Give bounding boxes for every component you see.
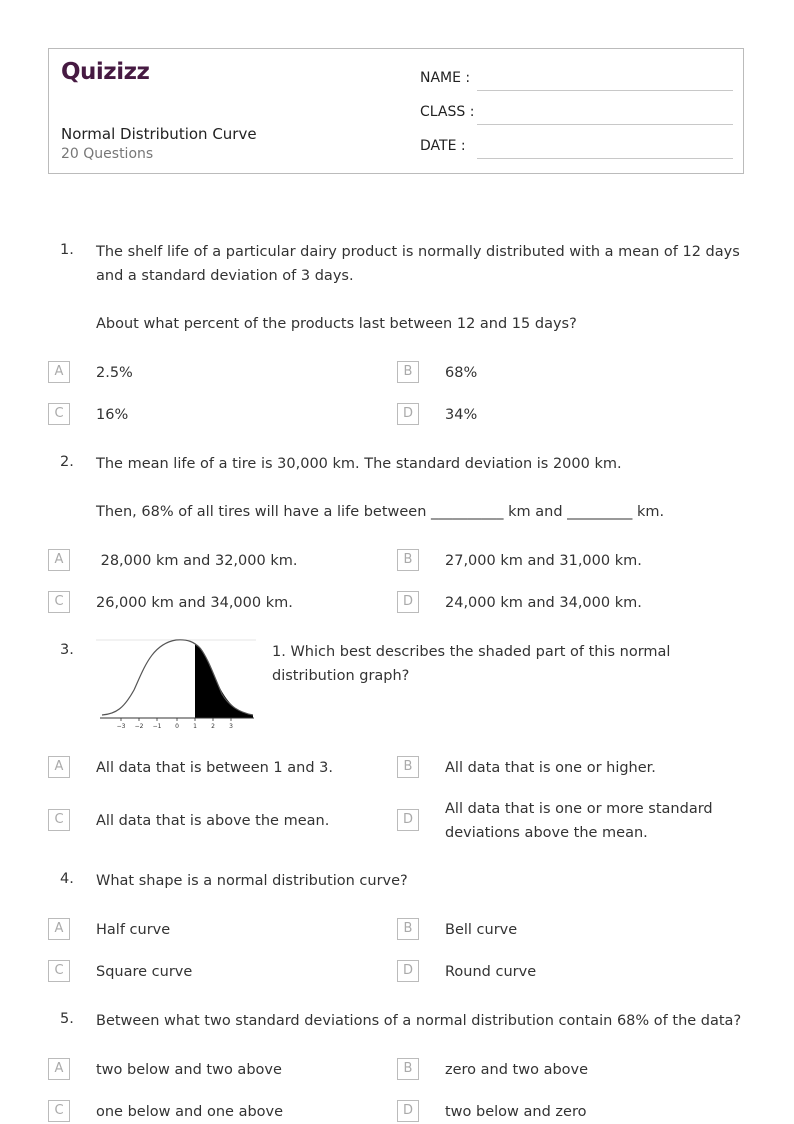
question-number: 2.: [60, 454, 74, 470]
class-label: CLASS :: [420, 104, 475, 120]
question-subtext: About what percent of the products last between 12 and 15 days?: [96, 316, 577, 332]
option-b-box[interactable]: B: [397, 1058, 419, 1080]
question-subtext: Then, 68% of all tires will have a life between __________ km and _________ km.: [96, 504, 665, 520]
option-c-text: Square curve: [96, 964, 193, 980]
option-c-text: 16%: [96, 407, 129, 423]
tick-label-neg1: −1: [152, 723, 162, 730]
option-b-text: 68%: [445, 365, 478, 381]
question-number: 4.: [60, 871, 74, 887]
option-a-text: All data that is between 1 and 3.: [96, 760, 333, 776]
name-label: NAME :: [420, 70, 471, 86]
name-line: [477, 90, 733, 91]
question-text: Between what two standard deviations of a normal distribution contain 68% of the data?: [96, 1013, 742, 1029]
option-d-text: All data that is one or more standard deviations above the mean.: [445, 801, 713, 841]
option-d-text: Round curve: [445, 964, 537, 980]
tick-label-0: 0: [175, 723, 179, 730]
option-b-text: All data that is one or higher.: [445, 760, 656, 776]
question-number: 5.: [60, 1011, 74, 1027]
option-b-box[interactable]: B: [397, 361, 419, 383]
option-b-text: 27,000 km and 31,000 km.: [445, 553, 642, 569]
date-line: [477, 158, 733, 159]
class-line: [477, 124, 733, 125]
option-b-text: zero and two above: [445, 1062, 589, 1078]
bell-curve: [102, 640, 253, 715]
question-text: The mean life of a tire is 30,000 km. The standard deviation is 2000 km.: [96, 456, 622, 472]
option-a-box[interactable]: A: [48, 756, 70, 778]
name-field[interactable]: [420, 67, 733, 91]
option-c-box[interactable]: C: [48, 960, 70, 982]
option-d-box[interactable]: D: [397, 403, 419, 425]
option-b-text: Bell curve: [445, 922, 518, 938]
tick-label-1: 1: [193, 723, 197, 730]
option-d-text: two below and zero: [445, 1104, 587, 1120]
worksheet-header: [48, 48, 744, 174]
date-label: DATE :: [420, 138, 466, 154]
option-d-box[interactable]: D: [397, 591, 419, 613]
option-c-box[interactable]: C: [48, 809, 70, 831]
option-c-box[interactable]: C: [48, 403, 70, 425]
question-count: 20 Questions: [61, 146, 154, 162]
option-b-box[interactable]: B: [397, 918, 419, 940]
option-d-box[interactable]: D: [397, 960, 419, 982]
class-field[interactable]: [420, 101, 733, 125]
shaded-area: [195, 644, 253, 718]
option-c-box[interactable]: C: [48, 591, 70, 613]
option-a-text: 28,000 km and 32,000 km.: [96, 553, 298, 569]
option-a-text: two below and two above: [96, 1062, 282, 1078]
option-d-text: 34%: [445, 407, 478, 423]
option-b-box[interactable]: B: [397, 549, 419, 571]
tick-label-neg3: −3: [116, 723, 126, 730]
option-d-box[interactable]: D: [397, 809, 419, 831]
option-c-text: All data that is above the mean.: [96, 813, 330, 829]
option-a-box[interactable]: A: [48, 361, 70, 383]
date-field[interactable]: [420, 135, 733, 159]
option-d-text: 24,000 km and 34,000 km.: [445, 595, 642, 611]
worksheet-title: Normal Distribution Curve: [61, 125, 257, 143]
tick-label-3: 3: [229, 723, 233, 730]
option-c-text: one below and one above: [96, 1104, 284, 1120]
option-c-text: 26,000 km and 34,000 km.: [96, 595, 293, 611]
option-c-box[interactable]: C: [48, 1100, 70, 1122]
option-b-box[interactable]: B: [397, 756, 419, 778]
question-text: The shelf life of a particular dairy product is normally distributed with a mean of 12 days and a standard deviation of 3 days.: [96, 244, 740, 284]
question-number: 1.: [60, 242, 74, 258]
quizizz-logo: Quizizz: [61, 59, 150, 85]
option-a-text: Half curve: [96, 922, 171, 938]
option-a-box[interactable]: A: [48, 918, 70, 940]
option-a-box[interactable]: A: [48, 1058, 70, 1080]
normal-distribution-graph: [96, 638, 256, 733]
question-text: 1. Which best describes the shaded part of this normal distribution graph?: [272, 644, 671, 684]
tick-label-2: 2: [211, 723, 215, 730]
tick-label-neg2: −2: [134, 723, 144, 730]
option-a-text: 2.5%: [96, 365, 133, 381]
question-text: What shape is a normal distribution curve?: [96, 873, 408, 889]
option-a-box[interactable]: A: [48, 549, 70, 571]
question-number: 3.: [60, 642, 74, 658]
option-d-box[interactable]: D: [397, 1100, 419, 1122]
